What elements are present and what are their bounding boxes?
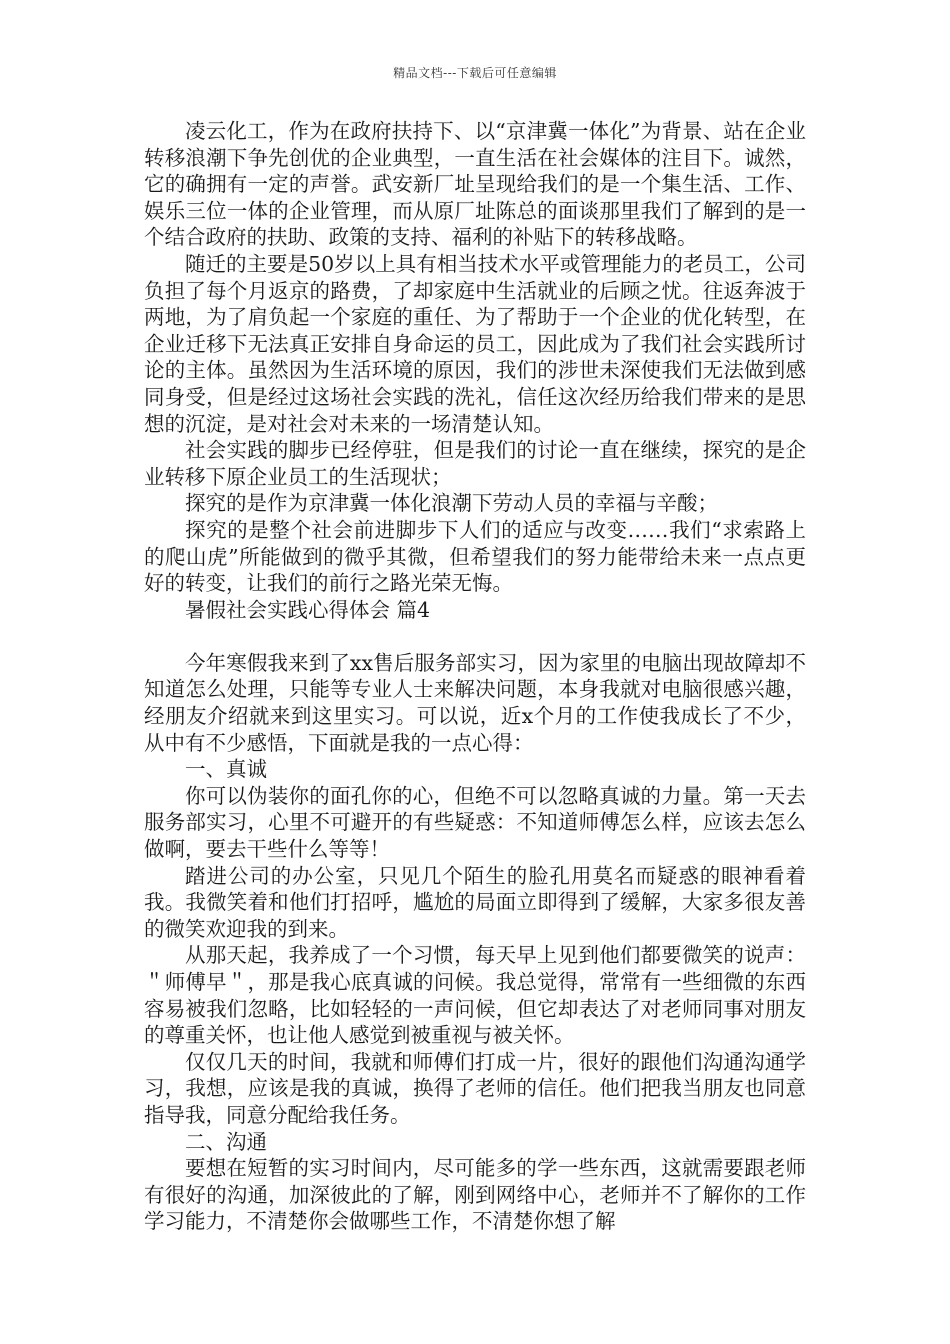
document-body [144,118,806,1235]
paragraph: 踏进公司的办公室，只见几个陌生的脸孔用莫名而疑惑的眼神看着我。我微笑着和他们打招呼，尴尬的局面立即得到了缓解，大家多很友善的微笑欢迎我的到来。 [144,863,806,941]
page-header: 精品文档---下载后可任意编辑 [393,66,557,80]
paragraph: 随迁的主要是50岁以上具有相当技术水平或管理能力的老员工，公司负担了每个月返京的路费，了却家庭中生活就业的后顾之忧。往返奔波于两地，为了肩负起一个家庭的重任、为了帮助于一个企业的优化转型，在企业迁移下无法真正安排自身命运的员工，因此成为了我们社会实践所讨论的主体。虽然因为生活环境的原因，我们的涉世未深使我们无法做到感同身受，但是经过这场社会实践的洗礼，信任这次经历给我们带来的是思想的沉淀，是对社会对未来的一场清楚认知。 [144,251,806,436]
paragraph: 仅仅几天的时间，我就和师傅们打成一片，很好的跟他们沟通沟通学习，我想，应该是我的真诚，换得了老师的信任。他们把我当朋友也同意指导我，同意分配给我任务。 [144,1049,806,1127]
section-title: 暑假社会实践心得体会 篇4 [185,597,431,622]
paragraph: 社会实践的脚步已经停驻，但是我们的讨论一直在继续，探究的是企业转移下原企业员工的生活现状； [144,438,806,489]
paragraph: 今年寒假我来到了xx售后服务部实习，因为家里的电脑出现故障却不知道怎么处理，只能等专业人士来解决问题，本身我就对电脑很感兴趣，经朋友介绍就来到这里实习。可以说，近x个月的工作使我成长了不少，从中有不少感悟，下面就是我的一点心得： [144,650,806,755]
paragraph: 你可以伪装你的面孔你的心，但绝不可以忽略真诚的力量。第一天去服务部实习，心里不可避开的有些疑惑：不知道师傅怎么样，应该去怎么做啊，要去干些什么等等！ [144,783,806,862]
paragraph: 凌云化工，作为在政府扶持下、以“京津冀一体化”为背景、站在企业转移浪潮下争先创优的企业典型，一直生活在社会媒体的注目下。诚然，它的确拥有一定的声誉。武安新厂址呈现给我们的是一个集生活、工作、娱乐三位一体的企业管理，而从原厂址陈总的面谈那里我们了解到的是一个结合政府的扶助、政策的支持、福利的补贴下的转移战略。 [144,119,806,250]
subheading-sincerity: 一、真诚 [185,757,267,782]
blank-line [144,623,806,650]
paragraph: 要想在短暂的实习时间内，尽可能多的学一些东西，这就需要跟老师有很好的沟通，加深彼此的了解，刚到网络中心，老师并不了解你的工作学习能力，不清楚你会做哪些工作，不清楚你想了解 [144,1156,806,1234]
paragraph: 探究的是整个社会前进脚步下人们的适应与改变……我们“求索路上的爬山虎”所能做到的微乎其微，但希望我们的努力能带给未来一点点更好的转变，让我们的前行之路光荣无悔。 [144,517,806,596]
paragraph: 探究的是作为京津冀一体化浪潮下劳动人员的幸福与辛酸； [185,491,718,516]
subheading-communication: 二、沟通 [185,1129,267,1154]
paragraph: 从那天起，我养成了一个习惯，每天早上见到他们都要微笑的说声：＂师傅早＂，那是我心底真诚的问候。我总觉得，常常有一些细微的东西容易被我们忽略，比如轻轻的一声问候，但它却表达了对老师同事对朋友的尊重关怀，也让他人感觉到被重视与被关怀。 [144,943,806,1048]
